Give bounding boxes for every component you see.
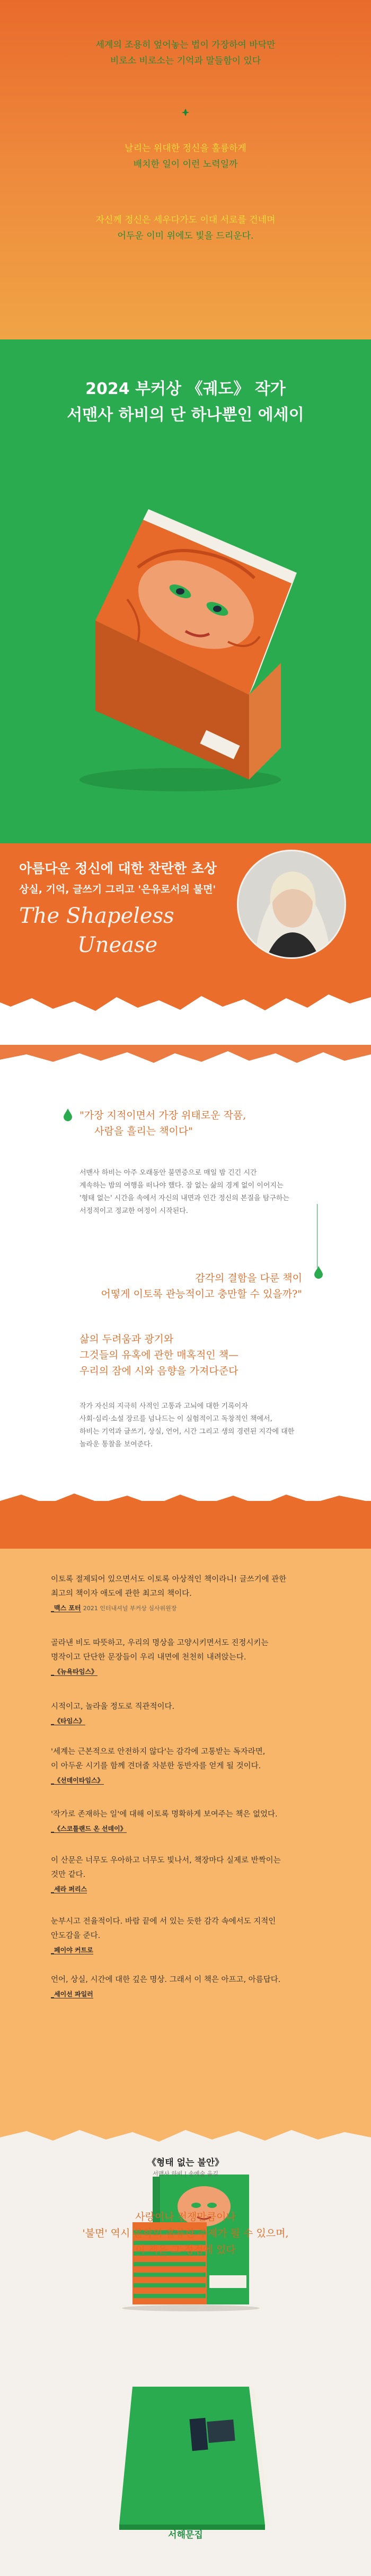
- review-source: _세라 퍼리스: [51, 1885, 87, 1893]
- review-source: _《뉴욕타임스》: [51, 1668, 98, 1675]
- review-text: 시적이고, 놀라울 정도로 직관적이다.: [51, 1702, 175, 1711]
- book-caption-sub: 서맨사 하비 | 송예술 옮김: [153, 2170, 218, 2177]
- review-text: '세계는 근본적으로 안전하지 않다'는 감각에 고통받는 독자라면,: [51, 1748, 266, 1756]
- body-paragraph-1: [80, 1167, 289, 1218]
- review-item: [51, 1973, 326, 2002]
- review-item: [51, 1573, 326, 1616]
- closing-quote: [0, 2209, 371, 2258]
- review-text: 최고의 책이자 애도에 관한 최고의 책이다.: [51, 1590, 192, 1598]
- pull-quote-line: 어떻게 이토록 관능적이고 충만할 수 있을까?": [101, 1288, 302, 1300]
- intro-line: 비로소 비로소는 기억과 말들함이 있다: [110, 56, 261, 66]
- pull-quote-line: 사람을 흘리는 책이다": [94, 1125, 193, 1137]
- reviews-section: [0, 1501, 371, 2164]
- pull-quote-1: [80, 1107, 246, 1139]
- review-item: [51, 1807, 326, 1836]
- author-photo: [233, 848, 350, 962]
- review-text: '작가로 존재하는 일'에 대해 이토록 명확하게 보여주는 책은 없었다.: [51, 1810, 278, 1819]
- pull-quote-line: 그것들의 유혹에 관한 매혹적인 책—: [80, 1349, 239, 1361]
- quotes-section: [0, 965, 371, 1501]
- hero-line-1: 2024 부커상 《궤도》 작가: [85, 380, 286, 398]
- review-text: 골라낸 비도 따뜻하고, 우리의 명상을 고양시키면서도 진정시키는: [51, 1639, 269, 1647]
- closing-line: '불면' 역시 문학의 훌륭한 주제가 될 수 있으며,: [82, 2228, 289, 2239]
- intro-section: [0, 0, 371, 339]
- review-item: [51, 1636, 326, 1679]
- body-paragraph-2: [80, 1400, 294, 1451]
- torn-edge-top: [0, 965, 371, 1024]
- intro-line: 세계의 조용히 엎어놓는 법이 가장하여 바닥만: [95, 40, 276, 50]
- review-text: 이토록 절제되어 있으면서도 이토록 아상적인 책이라니! 글쓰기에 관한: [51, 1575, 287, 1584]
- book-cover-image: [80, 461, 302, 801]
- body-line: 서정적이고 정교한 여정이 시작된다.: [80, 1207, 188, 1215]
- review-text: 이 아두운 시기를 함께 견뎌줄 차분한 동반자를 얻게 될 것이다.: [51, 1762, 261, 1770]
- body-line: '형태 없는' 시간을 속에서 자신의 내면과 인간 정신의 본질을 탐구하는: [80, 1194, 289, 1202]
- english-title-script: [19, 896, 199, 960]
- book-caption-title: 《형태 없는 불안》: [147, 2158, 224, 2168]
- body-line: 계속하는 밤의 여행을 떠나야 했다. 잠 없는 삶의 경계 없이 이어지는: [80, 1182, 284, 1190]
- review-source: _《선데이타임스》: [51, 1777, 104, 1784]
- intro-paragraph-3: [0, 212, 371, 244]
- leaf-icon: [182, 109, 189, 116]
- review-text: 눈부시고 전율적이다. 바람 끝에 서 있는 듯한 감각 속에서도 지적인: [51, 1917, 276, 1926]
- pull-quote-line: 우리의 잠에 시와 음향을 가져다준다: [80, 1365, 238, 1377]
- lying-book-cover: [119, 2387, 265, 2525]
- intro-line: 어두운 이미 위에도 빛을 드리운다.: [117, 231, 254, 241]
- intro-paragraph-2: [0, 141, 371, 172]
- author-banner-subtitle: 상실, 기억, 글쓰기 그리고 '은유로서의 불면': [19, 884, 216, 895]
- drop-icon: [64, 1108, 72, 1121]
- review-text: 이 산문은 너무도 우아하고 너무도 빛나서, 책장마다 실제로 반짝이는: [51, 1856, 281, 1865]
- review-source: _《스코틀랜드 온 선데이》: [51, 1825, 127, 1832]
- author-banner-title: 아름다운 정신에 대한 찬란한 초상: [19, 861, 217, 876]
- body-line: 하비는 기억과 글쓰기, 상실, 언어, 시간 그리고 생의 경련된 지각에 대한: [80, 1428, 295, 1436]
- review-item: [51, 1854, 326, 1897]
- intro-line: 자신께 정신은 세우다가도 이대 서로를 건네며: [95, 215, 276, 225]
- review-item: [51, 1915, 326, 1958]
- publisher-logo: 서해문집: [168, 2530, 203, 2540]
- review-source: _세이선 파일러: [51, 1990, 93, 1998]
- body-line: 서맨사 하비는 아주 오래동안 불면증으로 매일 밤 긴긴 시간: [80, 1169, 257, 1177]
- body-line: 작가 자신의 지극히 사적인 고통과 고뇌에 대한 기록이자: [80, 1402, 248, 1410]
- intro-line: 배치한 일이 이런 노력일까: [133, 159, 238, 170]
- review-source: _페이야 커트로: [51, 1946, 93, 1954]
- intro-paragraph-1: [0, 37, 371, 69]
- english-title-line-2: Unease: [77, 933, 158, 957]
- hero-line-2: 서맨사 하비의 단 하나뿐인 에세이: [67, 406, 304, 424]
- pull-quote-line: "가장 지적이면서 가장 위태로운 작품,: [80, 1110, 246, 1121]
- review-text: 것만 같다.: [51, 1871, 86, 1879]
- closing-line: 사랑이나 전쟁만큼이나: [135, 2211, 236, 2223]
- hero-section: [0, 339, 371, 843]
- pull-quote-2: [101, 1270, 303, 1302]
- body-line: 놀라운 통찰을 보여준다.: [80, 1440, 153, 1448]
- review-text: 안도감을 준다.: [51, 1932, 101, 1940]
- reviews-top-band: [0, 1501, 371, 1549]
- review-text: 명작이고 단단한 문장들이 우리 내면에 천천히 내려앉는다.: [51, 1653, 246, 1662]
- review-item: [51, 1745, 326, 1788]
- body-line: 사회·심리·소설 장르를 넘나드는 이 실험적이고 독창적인 책에서,: [80, 1415, 272, 1423]
- pull-quote-line: 감각의 결함을 다룬 책이: [195, 1272, 302, 1284]
- review-text: 언어, 상실, 시간에 대한 깊은 명상. 그래서 이 책은 아프고, 아름답다.: [51, 1976, 281, 1984]
- review-item: [51, 1700, 326, 1728]
- closing-line: 이 책은 그 정점에 있다: [135, 2244, 236, 2256]
- english-title-line-1: The Shapeless: [19, 904, 174, 928]
- intro-line: 날리는 위대한 정신을 훌륭하게: [125, 143, 246, 154]
- pull-quote-line: 삶의 두려움과 광기와: [80, 1333, 174, 1345]
- review-source: _《타임스》: [51, 1717, 85, 1725]
- author-banner: [0, 843, 371, 965]
- pull-quote-3: [80, 1331, 238, 1379]
- review-source: _맥스 포터 2021 인터내셔널 부커상 심사위원장: [51, 1604, 177, 1612]
- torn-edge-accent: [0, 1045, 371, 1082]
- drop-icon: [314, 1266, 323, 1279]
